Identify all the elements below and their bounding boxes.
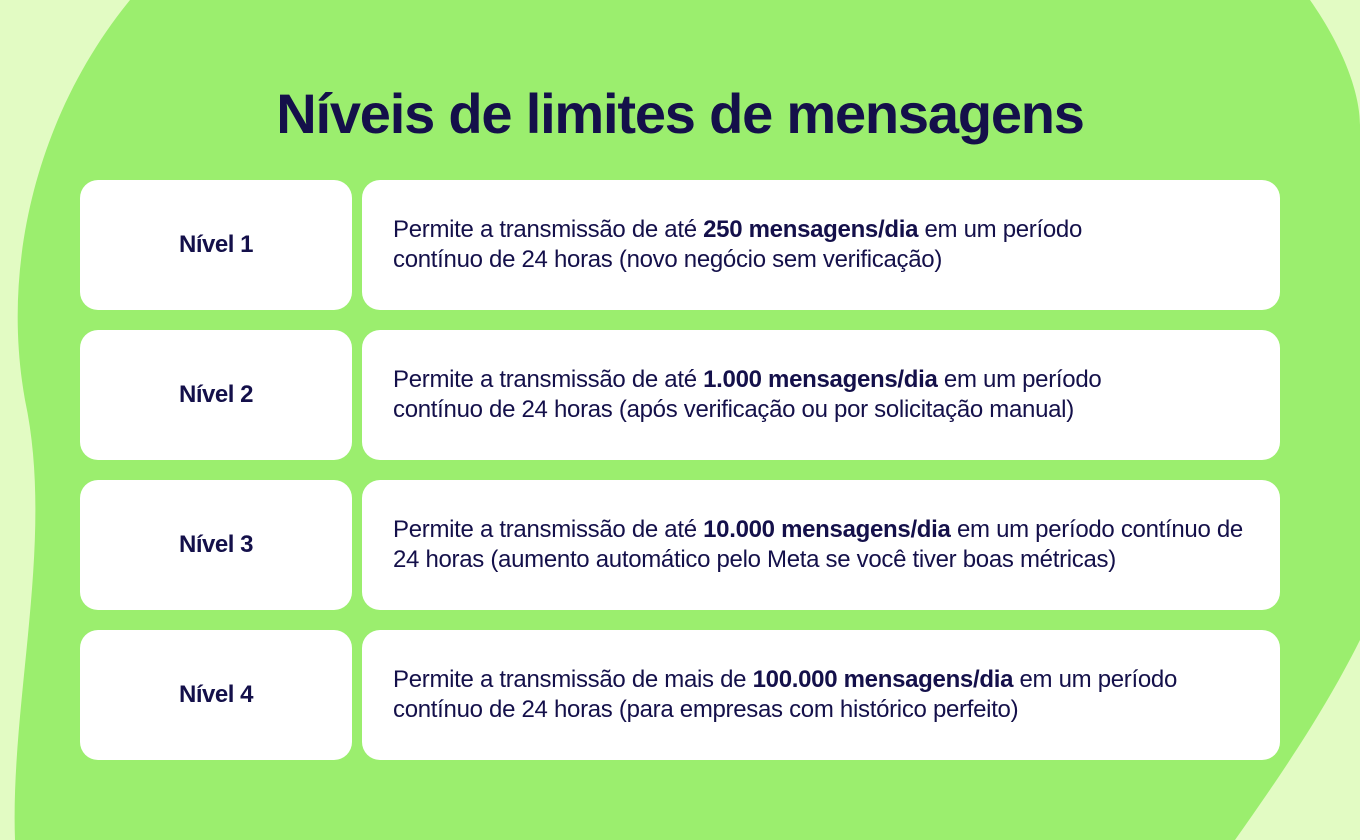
level-label: Nível 4 xyxy=(179,681,253,708)
level-description-card-1 xyxy=(362,180,1280,310)
message-limit: 250 mensagens/dia xyxy=(703,216,919,243)
level-card-1 xyxy=(80,180,352,310)
level-description: Permite a transmissão de até 250 mensagens/dia em um período contínuo de 24 horas (novo negócio sem verificação) xyxy=(393,216,1083,273)
message-limit: 10.000 mensagens/dia xyxy=(703,516,951,543)
level-description-card-2 xyxy=(362,330,1280,460)
level-card-3 xyxy=(80,480,352,610)
level-card-2 xyxy=(80,330,352,460)
level-label: Nível 3 xyxy=(179,531,253,558)
level-description-card-4 xyxy=(362,630,1280,760)
level-card-4 xyxy=(80,630,352,760)
level-description-card-3 xyxy=(362,480,1280,610)
page-title: Níveis de limites de mensagens xyxy=(276,82,1084,145)
level-description: Permite a transmissão de mais de 100.000 mensagens/dia em um período contínuo de 24 horas (para empresas com histórico perfeito) xyxy=(393,666,1178,723)
message-limit: 100.000 mensagens/dia xyxy=(752,666,1014,693)
level-description: Permite a transmissão de até 1.000 mensagens/dia em um período contínuo de 24 horas (após verificação ou por solicitação manual) xyxy=(393,366,1102,423)
level-label: Nível 1 xyxy=(179,231,253,258)
level-label: Nível 2 xyxy=(179,381,253,408)
level-description: Permite a transmissão de até 10.000 mensagens/dia em um período contínuo de 24 horas (aumento automático pelo Meta se você tiver boas métricas) xyxy=(393,516,1243,573)
message-limit: 1.000 mensagens/dia xyxy=(703,366,938,393)
